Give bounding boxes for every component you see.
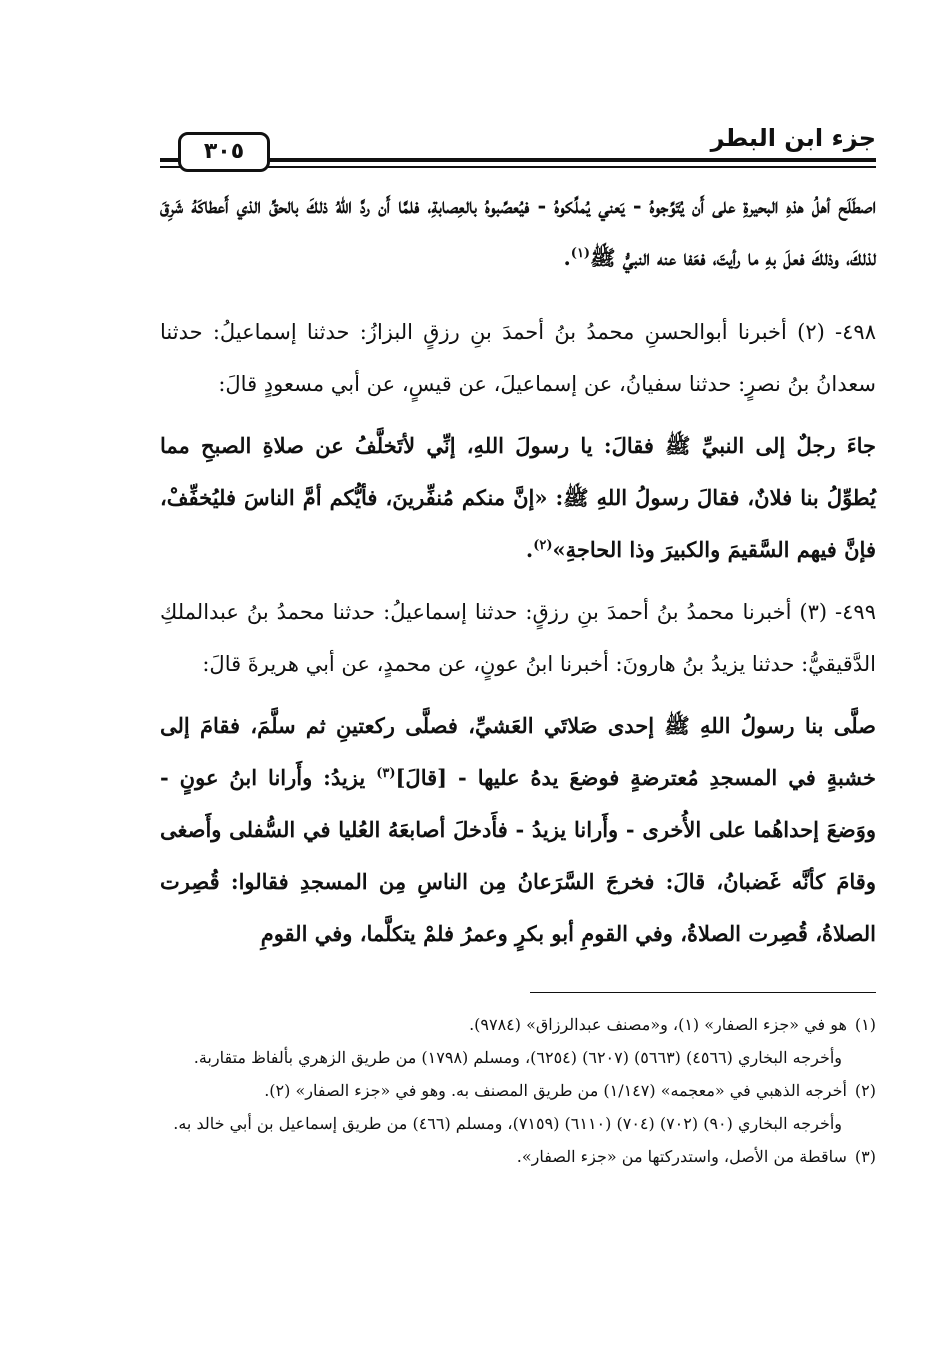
page-header — [160, 118, 876, 178]
paragraph-3-text: جاءَ رجلٌ إلى النبيِّ ﷺ فقالَ: يا رسولَ اللهِ، إنِّي لأتَخلَّفُ عن صلاةِ الصبحِ مما يُطوِّلُ بنا فلانٌ، فقالَ رسولُ اللهِ ﷺ: «إنَّ منكم مُنفِّرينَ، فأيُّكم أمَّ الناسَ فليُخفِّفْ، فإنَّ فيهم السَّقيمَ والكبيرَ وذا الحاجةِ» — [160, 433, 876, 562]
paragraph-1 — [160, 180, 876, 284]
footnote-3-text: ساقطة من الأصل، واستدركتها من «جزء الصفار». — [516, 1147, 847, 1166]
footnote-3-number: (٣) — [854, 1147, 876, 1166]
footnotes — [160, 1008, 876, 1173]
paragraph-5-hadith — [160, 700, 876, 960]
running-title: جزء ابن البطر — [710, 124, 876, 152]
paragraph-3-hadith — [160, 420, 876, 576]
footnote-ref-1: (١) — [570, 246, 591, 261]
paragraph-5-text-b: يزيدُ: وأَرانا ابنُ عونٍ - ووَضعَ إحداهُما على الأُخرى - وأَرانا يزيدُ - فأَدخلَ أصابعَهُ العُليا في السُّفلى وأَصغى وقامَ كأنَّه غَضبانُ، قالَ: فخرجَ السَّرَعانُ مِن الناسِ مِن المسجدِ فقالوا: قُصِرت الصلاةُ، قُصِرت الصلاةُ، وفي القومِ أبو بكرٍ وعمرُ فلمْ يتكلَّما، وفي القومِ — [160, 765, 876, 946]
footnote-ref-3: (٣) — [376, 766, 396, 781]
paragraph-3-end: . — [525, 537, 534, 562]
paragraph-5-text-a: صلَّى بنا رسولُ اللهِ ﷺ إحدى صَلاتَي العَشيِّ، فصلَّى ركعتينِ ثم سلَّمَ، فقامَ إلى خشبةٍ في المسجدِ مُعترضةٍ فوضعَ يدهُ عليها - [قالَ] — [160, 713, 877, 790]
footnote-ref-2: (٢) — [533, 538, 553, 553]
paragraph-1-text: اصطَلَح أهلُ هذهِ البحيرةِ على أَن يُتَوِّجوهُ - يَعني يُملِّكوهُ - فيُعصِّبوهُ بالعِصابةِ، فلمَّا أَن ردَّ اللهُ ذلكَ بالحقِّ الذي أَعطاكَهُ شَرِقَ لذلكَ، وذلكَ فعلَ بهِ ما رأيتَ، فعَفا عنه النبيُّ ﷺ — [160, 193, 876, 270]
footnote-2-text: أخرجه الذهبي في «معجمه» (١/١٤٧) من طريق المصنف به. وهو في «جزء الصفار» (٢). — [264, 1081, 847, 1100]
footnote-2-continued: وأخرجه البخاري (٩٠) (٧٠٢) (٧٠٤) (٦١١٠) (٧١٥٩)، ومسلم (٤٦٦) من طريق إسماعيل بن أبي خالد به. — [173, 1114, 842, 1133]
footnote-2 — [160, 1074, 876, 1107]
paragraph-2-isnad: ٤٩٨- (٢) أخبرنا أبوالحسنِ محمدُ بنُ أحمدَ بنِ رزقٍ البزازُ: حدثنا إسماعيلُ: حدثنا سعدانُ بنُ نصرٍ: حدثنا سفيانُ، عن إسماعيلَ، عن قيسٍ، عن أبي مسعودٍ قالَ: — [160, 320, 876, 396]
footnote-2-number: (٢) — [854, 1081, 876, 1100]
footnote-3 — [160, 1140, 876, 1173]
paragraph-4-isnad: ٤٩٩- (٣) أخبرنا محمدُ بنُ أحمدَ بنِ رزقٍ: حدثنا إسماعيلُ: حدثنا محمدُ بنُ عبدالملكِ الدَّقيقيُّ: حدثنا يزيدُ بنُ هارونَ: أخبرنا ابنُ عونٍ، عن محمدٍ، عن أبي هريرةَ قالَ: — [160, 600, 876, 676]
footnote-1 — [160, 1008, 876, 1041]
footnote-1-number: (١) — [854, 1015, 876, 1034]
footnote-separator — [530, 992, 876, 993]
footnote-1-continued: وأخرجه البخاري (٤٥٦٦) (٥٦٦٣) (٦٢٠٧) (٦٢٥٤)، ومسلم (١٧٩٨) من طريق الزهري بألفاظ متقاربة. — [193, 1048, 842, 1067]
page-number: ٣٠٥ — [178, 132, 270, 172]
main-text — [160, 180, 876, 960]
footnote-1-text: هو في «جزء الصفار» (١)، و«مصنف عبدالرزاق» (٩٧٨٤). — [469, 1015, 847, 1034]
paragraph-1-end: . — [563, 245, 571, 270]
